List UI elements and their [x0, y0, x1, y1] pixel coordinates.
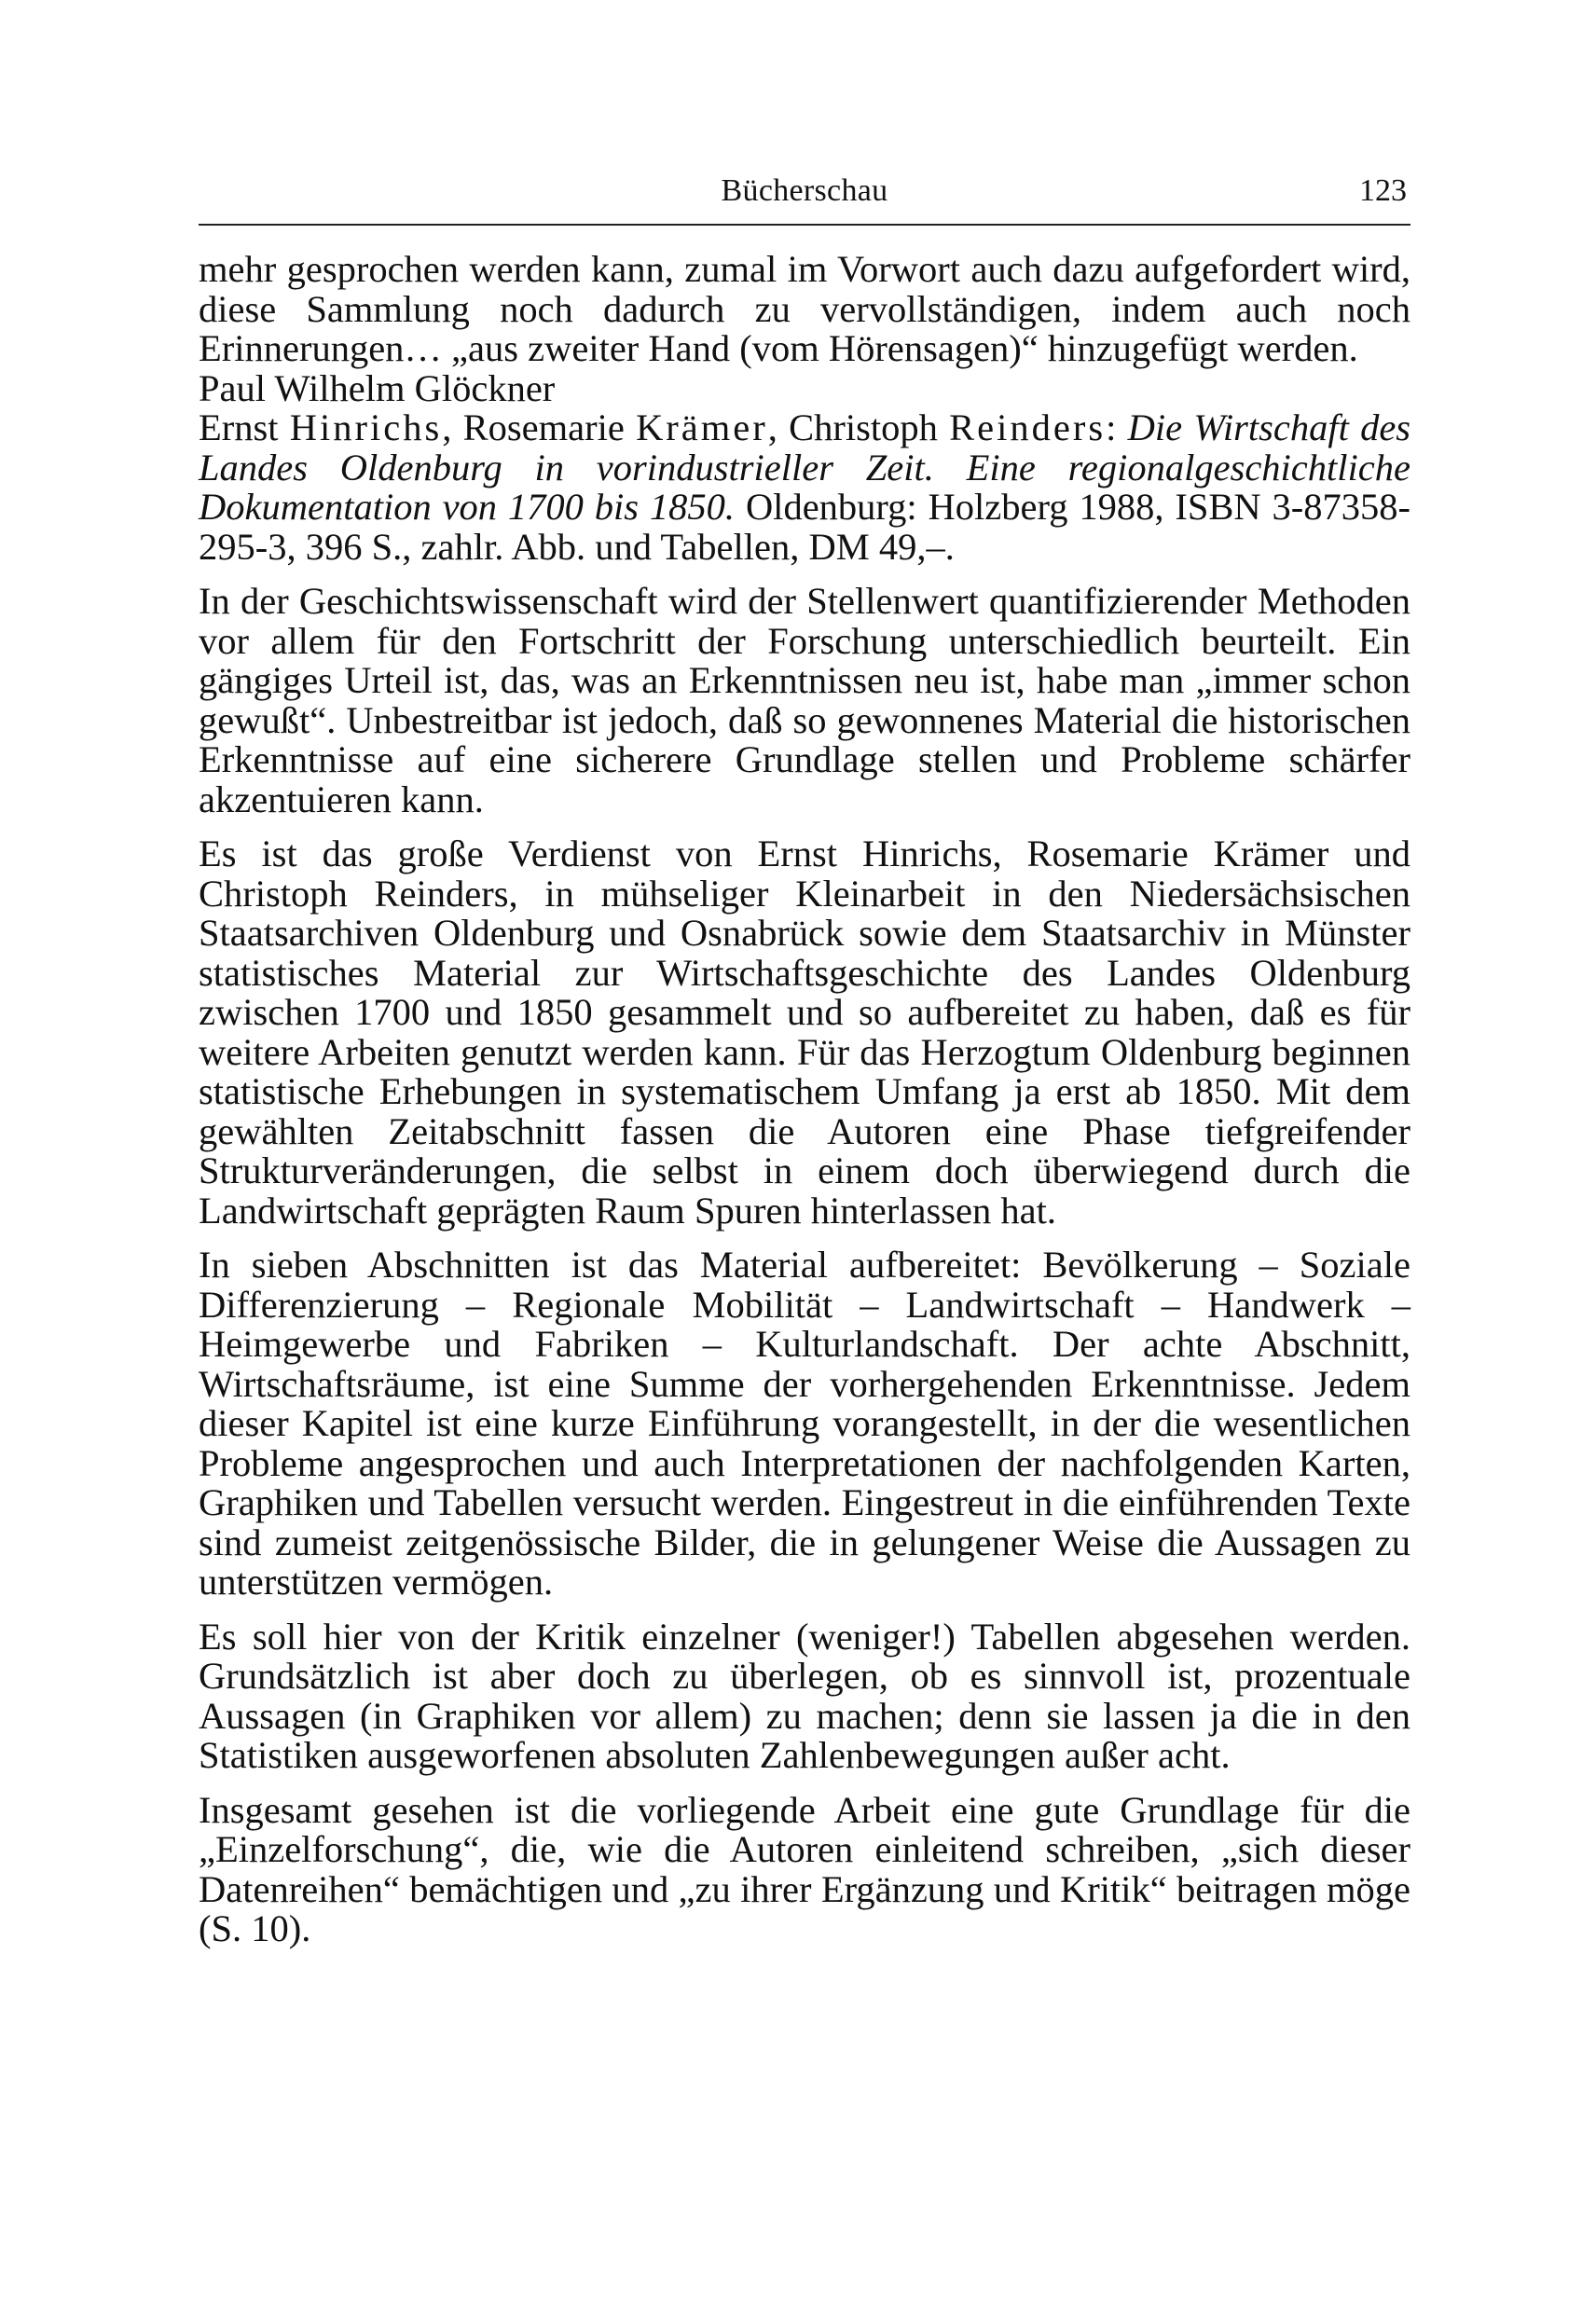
review-paragraph: In der Geschichtswissenschaft wird der Stellenwert quantifizierender Methoden vor allem für den Fortschritt der Forschung unterschiedlich beurteilt. Ein gängiges Urteil ist, das, was an Erkenntnissen neu ist, habe man „immer schon gewußt“. Unbestreitbar ist jedoch, daß so gewonnenes Material die historischen Erkenntnisse auf eine sicherere Grundlage stellen und Probleme schärfer akzentuieren kann. [199, 580, 1410, 820]
author1-surname: Hinrichs [289, 406, 443, 448]
page-number: 123 [1359, 173, 1407, 208]
author1-firstname: Ernst [199, 406, 279, 448]
page-body [199, 250, 1410, 1949]
running-header [199, 168, 1410, 226]
review-paragraph: In sieben Abschnitten ist das Material aufbereitet: Bevölkerung – Soziale Differenzierung – Regionale Mobilität – Landwirtschaft – Handwerk – Heimgewerbe und Fabriken – Kulturlandschaft. Der achte Abschnitt, Wirtschaftsräume, ist eine Summe der vorhergehenden Erkenntnisse. Jedem dieser Kapitel ist eine kurze Einführung vorangestellt, in der die wesentlichen Probleme angesprochen und auch Interpretationen der nachfolgenden Karten, Graphiken und Tabellen versucht werden. Eingestreut in die einführenden Texte sind zumeist zeitgenössische Bilder, die in gelungener Weise die Aussagen zu unterstützen vermögen. [199, 1244, 1410, 1603]
author2-surname: Krämer [636, 406, 768, 448]
book-title: Die Wirtschaft des Landes Oldenburg in vorindustrieller Zeit. Eine regionalgeschichtliche Dokumentation von 1700 bis 1850. [199, 406, 1411, 528]
author3-surname: Reinders [949, 406, 1107, 448]
review-signature: Paul Wilhelm Glöckner [199, 366, 556, 409]
review-paragraph: Insgesamt gesehen ist die vorliegende Arbeit eine gute Grundlage für die „Einzelforschung“, die, wie die Autoren einleitend schreiben, „sich dieser Datenreihen“ bemächtigen und „zu ihrer Ergänzung und Kritik“ beitragen möge (S. 10). [199, 1788, 1410, 1949]
book-publication: Oldenburg: Holzberg 1988, ISBN 3-87358-295-3, 396 S., zahlr. Abb. und Tabellen, DM 49,–. [199, 486, 1410, 568]
review-paragraph: Es ist das große Verdienst von Ernst Hinrichs, Rosemarie Krämer und Christoph Reinders, in mühseliger Kleinarbeit in den Niedersächsischen Staatsarchiven Oldenburg und Osnabrück sowie dem Staatsarchiv in Münster statistisches Material zur Wirtschaftsgeschichte des Landes Oldenburg zwischen 1700 und 1850 gesammelt und so aufbereitet zu haben, daß es für weitere Arbeiten genutzt werden kann. Für das Herzogtum Oldenburg beginnen statistische Erhebungen in systematischem Umfang ja erst ab 1850. Mit dem gewählten Zeitabschnitt fassen die Autoren eine Phase tiefgreifender Strukturveränderungen, die selbst in einem doch überwiegend durch die Landwirtschaft geprägten Raum Spuren hinterlassen hat. [199, 833, 1410, 1232]
book-citation: Ernst Hinrichs, Rosemarie Krämer, Christoph Reinders: Die Wirtschaft des Landes Oldenburg in vorindustrieller Zeit. Eine regionalgeschichtliche Dokumentation von 1700 bis 1850. Oldenburg: Holzberg 1988, ISBN 3-87358-295-3, 396 S., zahlr. Abb. und Tabellen, DM 49,–. [199, 406, 1411, 568]
author3-firstname: Christoph [789, 406, 938, 448]
review-paragraph: Es soll hier von der Kritik einzelner (weniger!) Tabellen abgesehen werden. Grundsätzlich ist aber doch zu überlegen, ob es sinnvoll ist, prozentuale Aussagen (in Graphiken vor allem) zu machen; denn sie lassen ja die in den Statistiken ausgeworfenen absoluten Zahlenbewegungen außer acht. [199, 1615, 1410, 1776]
running-title: Bücherschau [721, 173, 888, 208]
author2-firstname: Rosemarie [462, 406, 625, 448]
continuation-paragraph: mehr gesprochen werden kann, zumal im Vorwort auch dazu aufgefordert wird, diese Sammlung noch dadurch zu vervollständigen, indem auch noch Erinnerungen… „aus zweiter Hand (vom Hörensagen)“ hinzugefügt werden. [199, 248, 1410, 369]
